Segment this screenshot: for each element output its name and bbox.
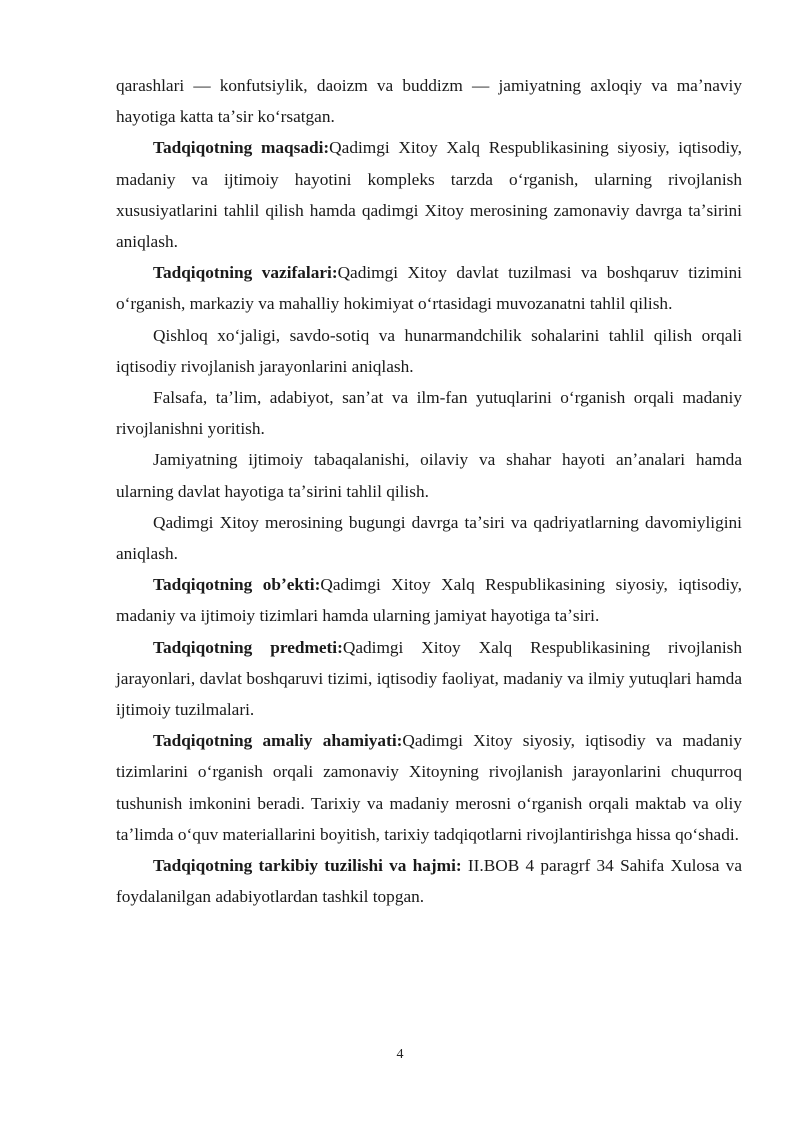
paragraph-structure-volume [116,850,742,912]
paragraph-practical-significance [116,725,742,850]
paragraph-text: Jamiyatning ijtimoiy tabaqalanishi, oilaviy va shahar hayoti anʼanalari hamda ularning davlat hayotiga taʼsirini tahlil qilish. [116,450,742,501]
paragraph-text: Qadimgi Xitoy Xalq Respublikasining siyosiy, iqtisodiy, madaniy va ijtimoiy hayotini kompleks tarzda o‘rganish, ularning rivojlanish xususiyatlarini tahlil qilish hamda qadimgi Xitoy merosining zamonaviy davrga taʼsirini aniqlash. [116,138,743,252]
paragraph-views-continuation [116,70,742,132]
paragraph-task-economy [116,320,742,382]
paragraph-text: Qishloq xo‘jaligi, savdo-sotiq va hunarmandchilik sohalarini tahlil qilish orqali iqtisodiy rivojlanish jarayonlarini aniqlash. [116,325,742,376]
paragraph-task-culture [116,382,742,444]
paragraph-heading: Tadqiqotning tarkibiy tuzilishi va hajmi: [153,856,468,876]
paragraph-research-object [116,569,742,631]
paragraph-task-society [116,444,742,506]
paragraph-research-subject [116,632,742,726]
paragraph-text: Qadimgi Xitoy siyosiy, iqtisodiy va madaniy tizimlarini o‘rganish orqali zamonaviy Xitoyning rivojlanish jarayonlarini chuqurroq tushunish imkonini beradi. Tarixiy va madaniy merosni o‘rganish orqali maktab va oliy taʼlimda o‘quv materiallarini boyitish, tarixiy tadqiqotlarni rivojlantirishga hissa qo‘shadi. [116,731,742,844]
paragraph-text: Qadimgi Xitoy Xalq Respublikasining rivojlanish jarayonlari, davlat boshqaruvi tizimi, iqtisodiy faoliyat, madaniy va ilmiy yutuqlari hamda ijtimoiy tuzilmalari. [116,637,742,720]
paragraph-heading: Tadqiqotning obʼekti: [153,575,321,595]
document-body [116,70,742,912]
paragraph-research-goal [116,132,742,257]
paragraph-task-heritage [116,507,742,569]
paragraph-heading: Tadqiqotning amaliy ahamiyati: [153,731,403,751]
page-number: 4 [396,1047,404,1062]
paragraph-text: Falsafa, taʼlim, adabiyot, sanʼat va ilm-fan yutuqlarini o‘rganish orqali madaniy rivojlanishni yoritish. [116,388,742,439]
paragraph-heading: Tadqiqotning maqsadi: [153,138,330,158]
paragraph-text: II.BOB 4 paragrf 34 Sahifa Xulosa va foydalanilgan adabiyotlardan tashkil topgan. [116,856,742,907]
paragraph-text: Qadimgi Xitoy davlat tuzilmasi va boshqaruv tizimini o‘rganish, markaziy va mahalliy hokimiyat o‘rtasidagi muvozanatni tahlil qilish. [116,263,742,314]
paragraph-text: Qadimgi Xitoy merosining bugungi davrga taʼsiri va qadriyatlarning davomiyligini aniqlash. [116,512,742,564]
paragraph-text: Qadimgi Xitoy Xalq Respublikasining siyosiy, iqtisodiy, madaniy va ijtimoiy tizimlari hamda ularning jamiyat hayotiga taʼsiri. [116,575,742,626]
paragraph-research-tasks [116,257,742,319]
paragraph-heading: Tadqiqotning vazifalari: [153,263,338,283]
paragraph-heading: Tadqiqotning predmeti: [153,637,343,657]
paragraph-text: qarashlari — konfutsiylik, daoizm va buddizm — jamiyatning axloqiy va maʼnaviy hayotiga katta taʼsir ko‘rsatgan. [116,76,742,127]
